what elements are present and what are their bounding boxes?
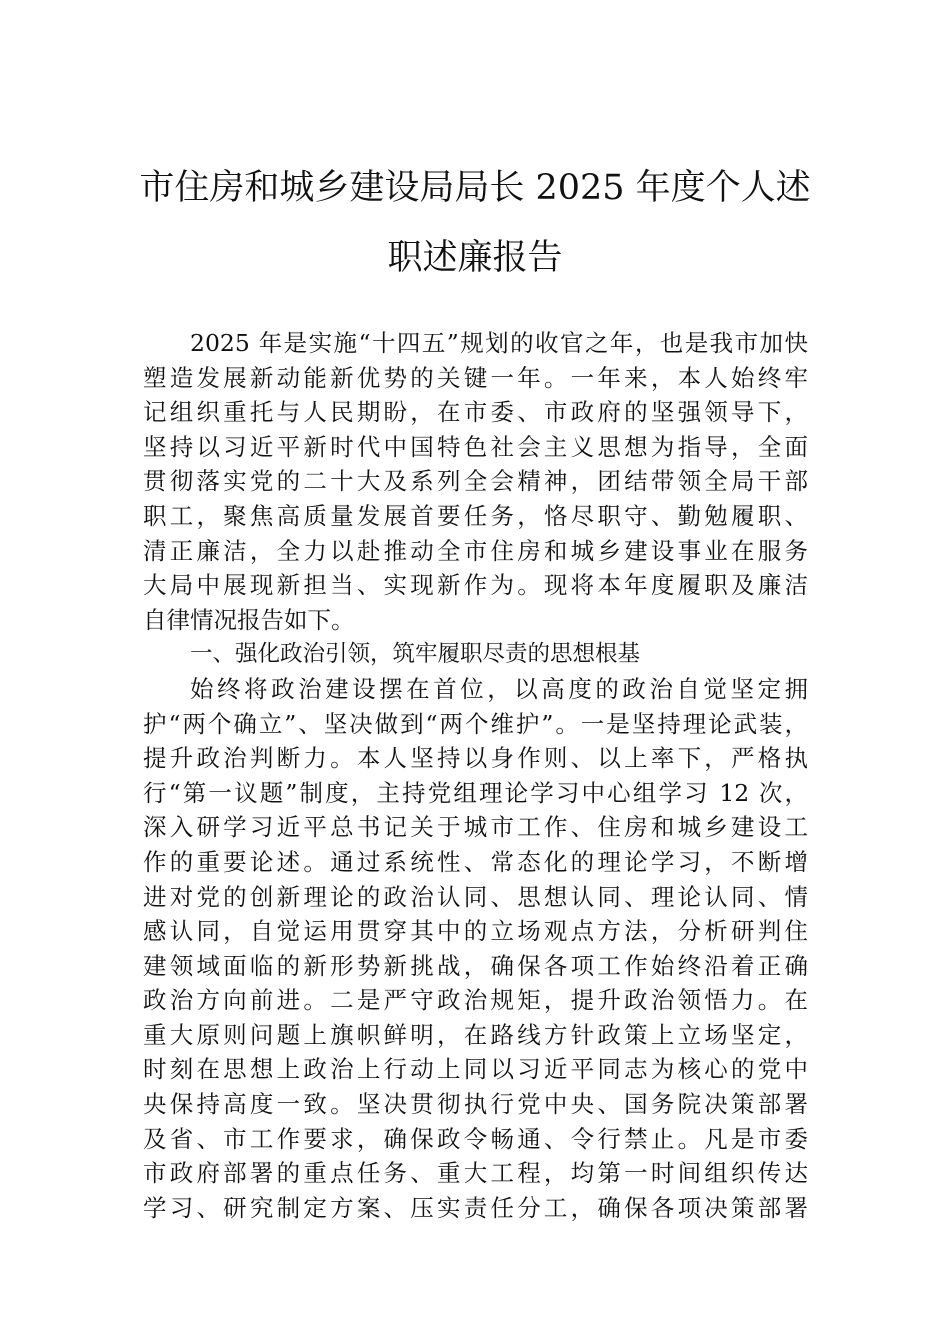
paragraph-intro bbox=[143, 326, 808, 637]
paragraph-line: 及省、市工作要求，确保政令畅通、令行禁止。凡是市委 bbox=[143, 1124, 808, 1153]
document-title-line-2: 职述廉报告 bbox=[387, 238, 563, 278]
document-title-line-1: 市住房和城乡建设局局长 2025 年度个人述 bbox=[139, 168, 811, 208]
paragraph-line: 市政府部署的重点任务、重大工程，均第一时间组织传达 bbox=[143, 1159, 808, 1188]
paragraph-line: 记组织重托与人民期盼，在市委、市政府的坚强领导下， bbox=[143, 398, 808, 427]
paragraph-line: 护“两个确立”、坚决做到“两个维护”。一是坚持理论武装， bbox=[143, 709, 808, 738]
paragraph-line: 央保持高度一致。坚决贯彻执行党中央、国务院决策部署 bbox=[143, 1090, 808, 1119]
paragraph-line: 进对党的创新理论的政治认同、思想认同、理论认同、情 bbox=[143, 882, 808, 911]
paragraph-line: 塑造发展新动能新优势的关键一年。一年来，本人始终牢 bbox=[143, 363, 808, 392]
paragraph-line: 清正廉洁，全力以赴推动全市住房和城乡建设事业在服务 bbox=[143, 536, 808, 565]
paragraph-line: 自律情况报告如下。 bbox=[143, 605, 355, 634]
document-body bbox=[143, 326, 808, 1225]
paragraph-line: 坚持以习近平新时代中国特色社会主义思想为指导，全面 bbox=[143, 432, 808, 461]
paragraph-line: 贯彻落实党的二十大及系列全会精神，团结带领全局干部 bbox=[143, 467, 808, 496]
paragraph-line: 大局中展现新担当、实现新作为。现将本年度履职及廉洁 bbox=[143, 571, 808, 600]
paragraph-line: 感认同，自觉运用贯穿其中的立场观点方法，分析研判住 bbox=[143, 917, 808, 946]
paragraph-line: 行“第一议题”制度，主持党组理论学习中心组学习 12 次， bbox=[143, 778, 808, 807]
paragraph-line: 职工，聚焦高质量发展首要任务，恪尽职守、勤勉履职、 bbox=[143, 501, 808, 530]
paragraph-line: 2025 年是实施“十四五”规划的收官之年，也是我市加快 bbox=[190, 329, 808, 357]
paragraph-line: 作的重要论述。通过系统性、常态化的理论学习，不断增 bbox=[143, 847, 808, 876]
section-heading-1: 一、强化政治引领，筑牢履职尽责的思想根基 bbox=[190, 641, 641, 668]
paragraph-line: 时刻在思想上政治上行动上同以习近平同志为核心的党中 bbox=[143, 1055, 808, 1084]
paragraph-line: 重大原则问题上旗帜鲜明，在路线方针政策上立场坚定， bbox=[143, 1020, 808, 1049]
paragraph-line: 建领域面临的新形势新挑战，确保各项工作始终沿着正确 bbox=[143, 951, 808, 980]
paragraph-line: 始终将政治建设摆在首位，以高度的政治自觉坚定拥 bbox=[190, 674, 808, 703]
paragraph-section-1 bbox=[143, 672, 808, 1226]
paragraph-line: 学习、研究制定方案、压实责任分工，确保各项决策部署 bbox=[143, 1193, 808, 1222]
paragraph-line: 深入研学习近平总书记关于城市工作、住房和城乡建设工 bbox=[143, 813, 808, 842]
paragraph-line: 提升政治判断力。本人坚持以身作则、以上率下，严格执 bbox=[143, 744, 808, 773]
paragraph-line: 政治方向前进。二是严守政治规矩，提升政治领悟力。在 bbox=[143, 986, 808, 1015]
